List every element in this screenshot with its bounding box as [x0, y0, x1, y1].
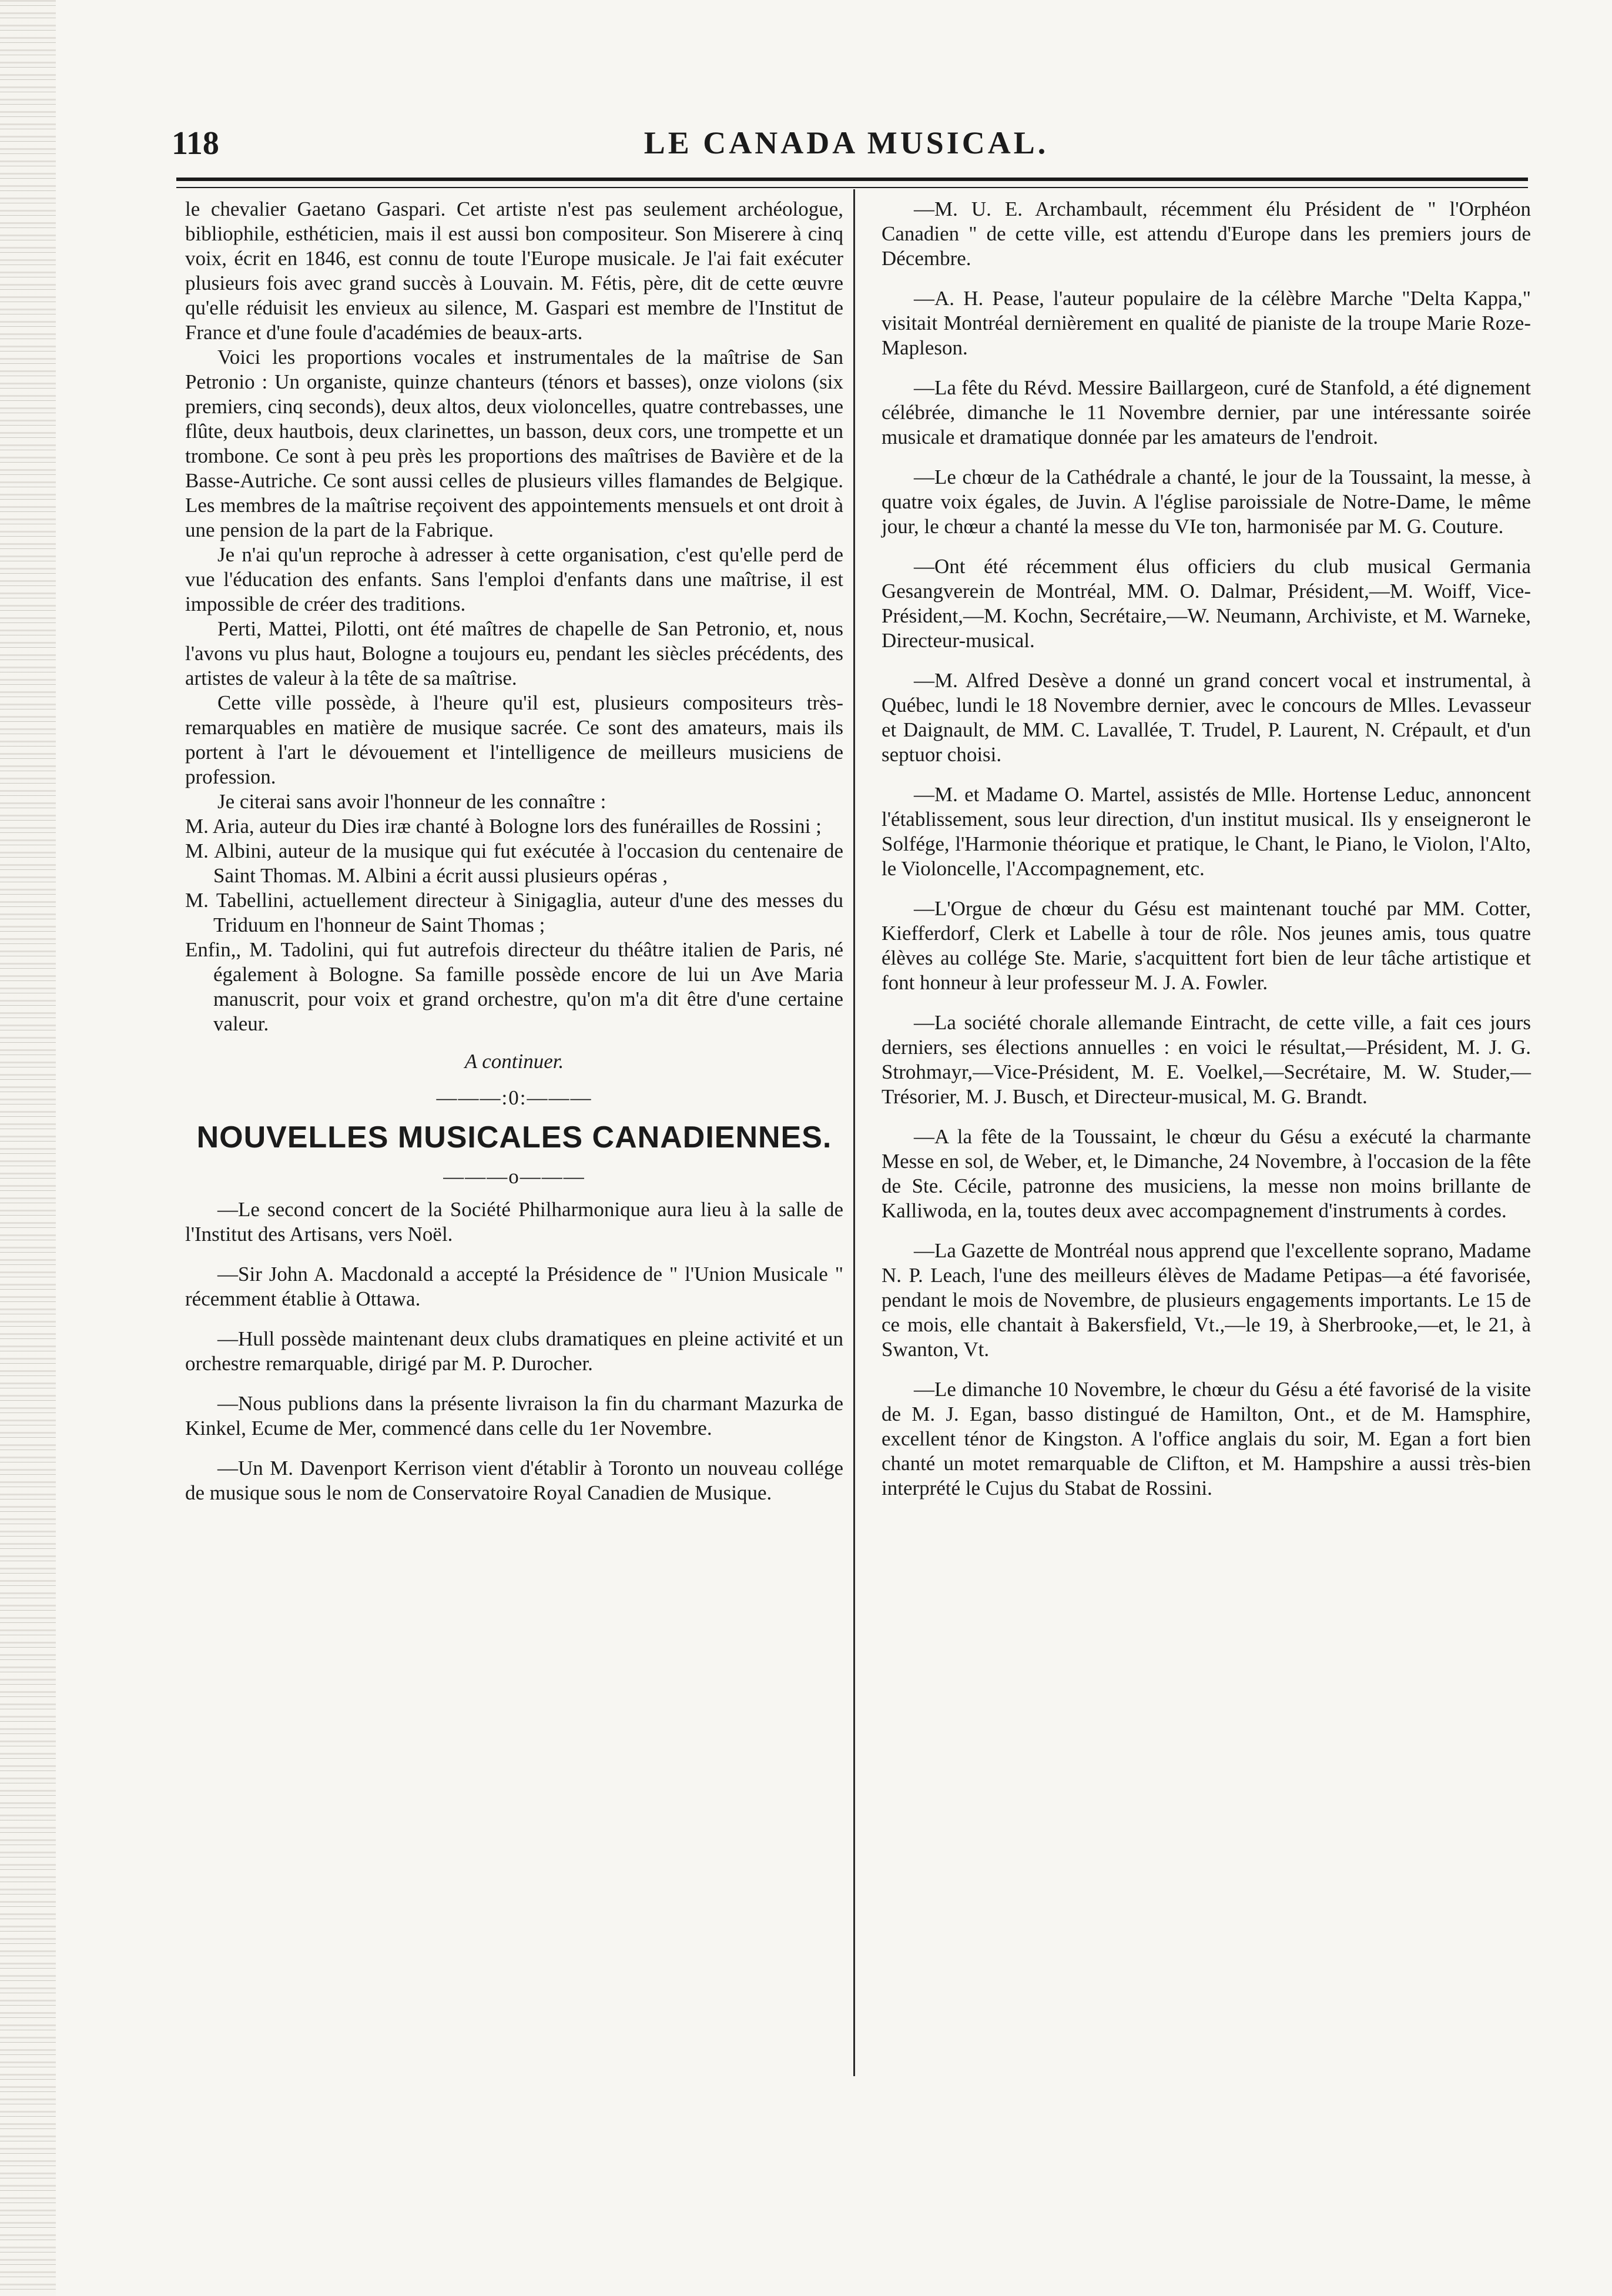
header-rule-thick: [176, 178, 1528, 181]
news-item: —M. Alfred Desève a donné un grand concert vocal et instrumental, à Québec, lundi le 18 Novembre dernier, avec le concours de Mlles. Levasseur et Daignault, de MM. C. Lavallée, T. Trudel, P. Laurent, N. Crépault, et d'un septuor choisi.: [882, 669, 1531, 766]
news-item: —Le dimanche 10 Novembre, le chœur du Gésu a été favorisé de la visite de M. J. Egan, basso distingué de Hamilton, Ont., et de M. Hamsphire, excellent ténor de Kingston. A l'office anglais du soir, M. Egan a fort bien chanté un motet remarquable de Clifton, et M. Hampshire a aussi très-bien interprété le Cujus du Stabat de Rossini.: [882, 1378, 1531, 1500]
column-divider: [853, 189, 855, 2076]
news-item: —A. H. Pease, l'auteur populaire de la célèbre Marche "Delta Kappa," visitait Montréal dernièrement en qualité de pianiste de la troupe Marie Roze-Mapleson.: [882, 287, 1531, 359]
right-column: [882, 197, 1531, 1516]
news-item: —La société chorale allemande Eintracht, de cette ville, a fait ces jours derniers, ses élections annuelles : en voici le résultat,—Président, M. J. G. Strohmayr,—Vice-Président, M. E. Voelkel,—Secrétaire, M. W. Studer,—Trésorier, M. J. Busch, et Directeur-musical, M. G. Brandt.: [882, 1011, 1531, 1108]
binding-edge: [0, 0, 56, 2296]
news-item: —Un M. Davenport Kerrison vient d'établir à Toronto un nouveau collége de musique sous le nom de Conservatoire Royal Canadien de Musique.: [185, 1457, 843, 1504]
composer-list-item: Enfin,, M. Tadolini, qui fut autrefois directeur du théâtre italien de Paris, né également à Bologne. Sa famille possède encore de lui un Ave Maria manuscrit, pour voix et grand orchestre, qu'on m'a dit être d'une certaine valeur.: [185, 938, 843, 1035]
news-item: —A la fête de la Toussaint, le chœur du Gésu a exécuté la charmante Messe en sol, de Weber, et, le Dimanche, 24 Novembre, à l'occasion de la fête de Ste. Cécile, patronne des musiciens, la messe non moins brillante de Kalliwoda, en la, toutes deux avec accompagnement d'instruments à cordes.: [882, 1125, 1531, 1222]
article-paragraph: le chevalier Gaetano Gaspari. Cet artiste n'est pas seulement archéologue, bibliophile, esthéticien, mais il est aussi bon compositeur. Son Miserere à cinq voix, écrit en 1846, est connu de toute l'Europe musicale. Je l'ai fait exécuter plusieurs fois avec grand succès à Louvain. M. Fétis, père, dit de cette œuvre qu'elle réduisit les envieux au silence, M. Gaspari est membre de l'Institut de France et d'une foule d'académies de beaux-arts.: [185, 198, 843, 344]
news-item: —Nous publions dans la présente livraison la fin du charmant Mazurka de Kinkel, Ecume de Mer, commencé dans celle du 1er Novembre.: [185, 1392, 843, 1440]
article-paragraph: Je citerai sans avoir l'honneur de les connaître :: [217, 790, 606, 813]
page-header: [159, 118, 1534, 170]
composer-list-item: M. Aria, auteur du Dies iræ chanté à Bologne lors des funérailles de Rossini ;: [185, 815, 822, 838]
news-item: —La fête du Révd. Messire Baillargeon, curé de Stanfold, a été dignement célébrée, dimanche le 11 Novembre dernier, par une intéressante soirée musicale et dramatique donnée par les amateurs de l'endroit.: [882, 376, 1531, 449]
news-item: —Hull possède maintenant deux clubs dramatiques en pleine activité et un orchestre remarquable, dirigé par M. P. Durocher.: [185, 1327, 843, 1375]
news-item: —Sir John A. Macdonald a accepté la Présidence de " l'Union Musicale " récemment établie à Ottawa.: [185, 1263, 843, 1310]
composer-list-item: M. Tabellini, actuellement directeur à Sinigaglia, auteur d'une des messes du Triduum en l'honneur de Saint Thomas ;: [185, 889, 843, 936]
left-column: [185, 197, 843, 1521]
article-paragraph: Cette ville possède, à l'heure qu'il est, plusieurs compositeurs très-remarquables en matière de musique sacrée. Ce sont des amateurs, mais ils portent à l'art le dévouement et l'intelligence de meilleurs musiciens de profession.: [185, 691, 843, 788]
article-paragraph: Voici les proportions vocales et instrumentales de la maîtrise de San Petronio : Un organiste, quinze chanteurs (ténors et basses), onze violons (six premiers, cinq seconds), deux altos, deux violoncelles, quatre contrebasses, une flûte, deux hautbois, deux clarinettes, un basson, deux cors, une trompette et un trombone. Ce sont à peu près les proportions des maîtrises de Bavière et de la Basse-Autriche. Ce sont aussi celles de plusieurs villes flamandes de Belgique. Les membres de la maîtrise reçoivent des appointements mensuels et ont droit à une pension de la part de la Fabrique.: [185, 346, 843, 541]
news-item: —Le chœur de la Cathédrale a chanté, le jour de la Toussaint, la messe, à quatre voix égales, de Juvin. A l'église paroissiale de Notre-Dame, le même jour, le chœur a chanté la messe du VIe ton, harmonisée par M. G. Couture.: [882, 466, 1531, 538]
composer-list-item: M. Albini, auteur de la musique qui fut exécutée à l'occasion du centenaire de Saint Thomas. M. Albini a écrit aussi plusieurs opéras ,: [185, 839, 843, 887]
news-item: —Ont été récemment élus officiers du club musical Germania Gesangverein de Montréal, MM. O. Dalmar, Président,—M. Woiff, Vice-Président,—M. Kochn, Secrétaire,—W. Neumann, Archiviste, et M. Warneke, Directeur-musical.: [882, 555, 1531, 652]
journal-title: LE CANADA MUSICAL.: [644, 125, 1049, 160]
news-item: —La Gazette de Montréal nous apprend que l'excellente soprano, Madame N. P. Leach, l'une des meilleurs élèves de Madame Petipas—a été favorisée, pendant le mois de Novembre, de plusieurs engagements importants. Le 15 de ce mois, elle chantait à Bakersfield, Vt.,—le 19, à Sherbrooke,—et, le 21, à Swanton, Vt.: [882, 1239, 1531, 1361]
page-number: 118: [172, 125, 219, 162]
section-title: NOUVELLES MUSICALES CANADIENNES.: [196, 1120, 832, 1154]
separator-ornament: ———:0:———: [436, 1086, 592, 1109]
article-paragraph: Je n'ai qu'un reproche à adresser à cette organisation, c'est qu'elle perd de vue l'éducation des enfants. Sans l'emploi d'enfants dans une maîtrise, il est impossible de créer des traditions.: [185, 543, 843, 615]
continuation-note: A continuer.: [464, 1050, 564, 1073]
news-item: —M. U. E. Archambault, récemment élu Président de " l'Orphéon Canadien " de cette ville, est attendu d'Europe dans les premiers jours de Décembre.: [882, 198, 1531, 270]
news-item: —Le second concert de la Société Philharmonique aura lieu à la salle de l'Institut des Artisans, vers Noël.: [185, 1198, 843, 1246]
separator-ornament: ———o———: [443, 1165, 585, 1188]
article-paragraph: Perti, Mattei, Pilotti, ont été maîtres de chapelle de San Petronio, et, nous l'avons vu plus haut, Bologne a toujours eu, pendant les siècles précédents, des artistes de valeur à la tête de sa maîtrise.: [185, 617, 843, 690]
header-rule-thin: [176, 187, 1528, 188]
news-item: —M. et Madame O. Martel, assistés de Mlle. Hortense Leduc, annoncent l'établissement, sous leur direction, d'un institut musical. Ils y enseigneront le Solfége, l'Harmonie théorique et pratique, le Chant, le Piano, le Violon, l'Alto, le Violoncelle, l'Accompagnement, etc.: [882, 783, 1531, 880]
news-item: —L'Orgue de chœur du Gésu est maintenant touché par MM. Cotter, Kiefferdorf, Clerk et Labelle à tour de rôle. Nos jeunes amis, tous quatre élèves au collége Ste. Marie, s'acquittent fort bien de leur tâche artistique et font honneur à leur professeur M. J. A. Fowler.: [882, 897, 1531, 994]
